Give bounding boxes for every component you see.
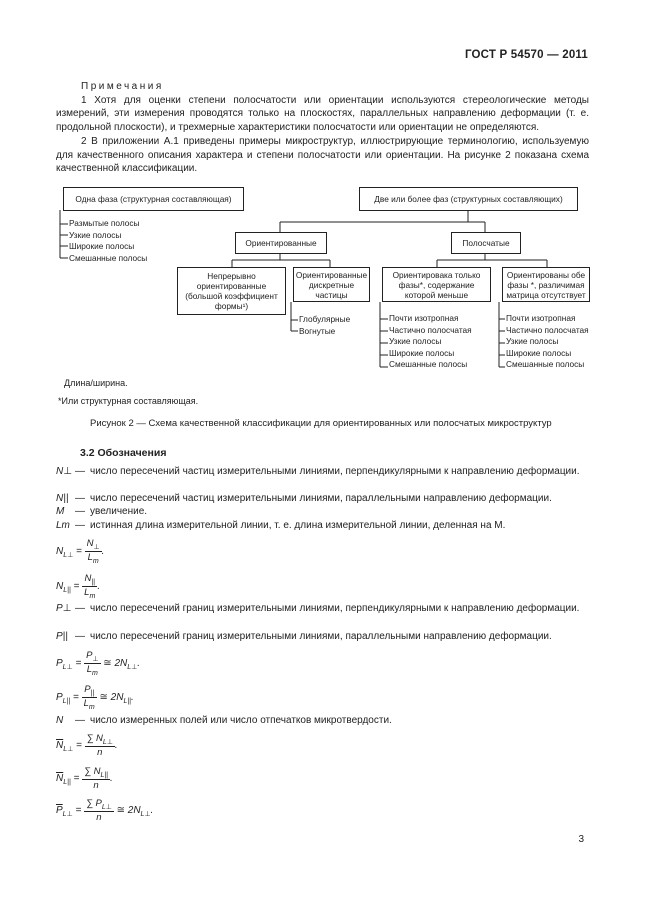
box-continuous: Непрерывно ориентированные (большой коэффициент формы¹) [177, 267, 286, 315]
symbol-text: увеличение. [90, 506, 148, 517]
document-header: ГОСТ Р 54570 — 2011 [464, 49, 588, 61]
list-item: Широкие полосы [506, 347, 572, 358]
symbol-entry [56, 630, 646, 644]
box-discrete: Ориентированные дискретные частицы [293, 267, 370, 302]
dash: — [75, 520, 85, 531]
list-item: Смешанные полосы [389, 359, 468, 370]
symbol-entry [56, 505, 646, 519]
note-2: 2 В приложении А.1 приведены примеры микроструктур, иллюстрирующие терминологию, используемую для качественного описания характера и степени полосчатости или ориентации. На рисунке 2 показана схема качественной классификации. [56, 136, 589, 174]
symbol-entry [56, 465, 646, 493]
formula-mean-nl-perp: $\overline{N}_{L\perp}$ = $\frac{\sum N_{L\perp}}{n}$ . [56, 733, 118, 758]
list-item: Размытые полосы [69, 218, 140, 228]
list-item: Смешанные полосы [69, 252, 148, 263]
symbol: N⊥ [56, 466, 72, 477]
list-item: Глобулярные [299, 314, 351, 324]
symbol-text: число пересечений границ измерительными линиями, перпендикулярными к направлению деформации. [90, 603, 580, 614]
symbol: Lт [56, 520, 70, 531]
symbol: M [56, 506, 65, 517]
list-a [389, 313, 472, 371]
dash: — [75, 631, 85, 642]
formula-nl-perp: $N_{L\perp}$ = $\frac{N_\perp}{L_т}$ . [56, 538, 105, 565]
formula-pl-perp: $P_{L\perp}$ = $\frac{P_\perp}{L_т}$ ≅ $2N_{L\perp}$. [56, 650, 141, 677]
list-item: Смешанные полосы [506, 359, 585, 370]
symbol-text: истинная длина измерительной линии, т. е. длина измерительной линии, деленная на M. [90, 520, 506, 531]
dash: — [75, 506, 85, 517]
list-item: Почти изотропная [506, 313, 576, 323]
list-b [506, 313, 589, 371]
symbol: N|| [56, 493, 69, 504]
figure-caption: Рисунок 2 — Схема качественной классификации для ориентированных или полосчатых микроструктур [90, 418, 552, 429]
discrete-list [299, 314, 350, 337]
formula-nl-par: $N_{L||}$ = $\frac{N_{||}}{L_т}$ . [56, 573, 101, 600]
symbol-entry [56, 492, 646, 506]
dash: — [75, 466, 85, 477]
dash: — [75, 715, 85, 726]
page-number: 3 [578, 834, 584, 845]
list-item: Почти изотропная [389, 313, 459, 323]
list-item: Широкие полосы [69, 241, 135, 252]
box-oriented: Ориентированные [235, 232, 327, 254]
list-item: Частично полосчатая [389, 324, 472, 335]
symbol-text: число пересечений частиц измерительными линиями, параллельными направлению деформации. [90, 493, 552, 504]
dash: — [75, 493, 85, 504]
formula-mean-pl-perp: $\overline{P}_{L\perp}$ = $\frac{\sum P_{L\perp}}{n}$ ≅ $2N_{L\perp}$. [56, 798, 154, 823]
symbol-text: число измеренных полей или число отпечатков микротвердости. [90, 715, 392, 726]
list-item: Узкие полосы [389, 336, 442, 347]
symbol: P⊥ [56, 603, 72, 614]
box-oriented-both-phases: Ориентированы обе фазы *, различимая матрица отсутствует [502, 267, 590, 302]
footnote-1: Длина/ширина. [64, 378, 128, 388]
notes-title: Примечания [81, 81, 164, 92]
formula-mean-nl-par: $\overline{N}_{L||}$ = $\frac{\sum N_{L||}}{n}$ . [56, 766, 113, 791]
box-oriented-one-phase: Ориентировака только фазы*, содержание которой меньше [382, 267, 491, 302]
list-item: Узкие полосы [69, 229, 122, 240]
section-title: 3.2 Обозначения [80, 447, 167, 459]
list-item: Вогнутые [299, 325, 336, 336]
symbol-entry [56, 714, 646, 728]
symbol: N [56, 715, 64, 726]
note-1: 1 Хотя для оценки степени полосчатости или ориентации используются стереологические методы измерений, эти измерения проводятся только на плоскостях, параллельных направлению деформации (т. е. продольной плоскости), и трехмерные характеристики полосчатости или ориентации не определяются. [56, 94, 589, 133]
symbol: P|| [56, 631, 68, 642]
formula-pl-par: $P_{L||}$ = $\frac{P_{||}}{L_т}$ ≅ $2N_{L||}$. [56, 684, 134, 711]
symbol-entry [56, 519, 646, 533]
footnote-2: *Или структурная составляющая. [58, 396, 199, 406]
list-item: Широкие полосы [389, 347, 455, 358]
dash: — [75, 603, 85, 614]
symbol-text: число пересечений границ измерительными линиями, параллельными направлению деформации. [90, 631, 552, 642]
box-single-phase: Одна фаза (структурная составляющая) [63, 187, 244, 211]
list-item: Частично полосчатая [506, 324, 589, 335]
box-banded: Полосчатые [451, 232, 521, 254]
symbol-entry [56, 602, 646, 630]
list-item: Узкие полосы [506, 336, 559, 347]
box-multi-phase: Две или более фаз (структурных составляющих) [359, 187, 578, 211]
single-phase-list [69, 218, 147, 264]
symbol-text: число пересечений частиц измерительными линиями, перпендикулярными к направлению деформации. [90, 466, 580, 477]
